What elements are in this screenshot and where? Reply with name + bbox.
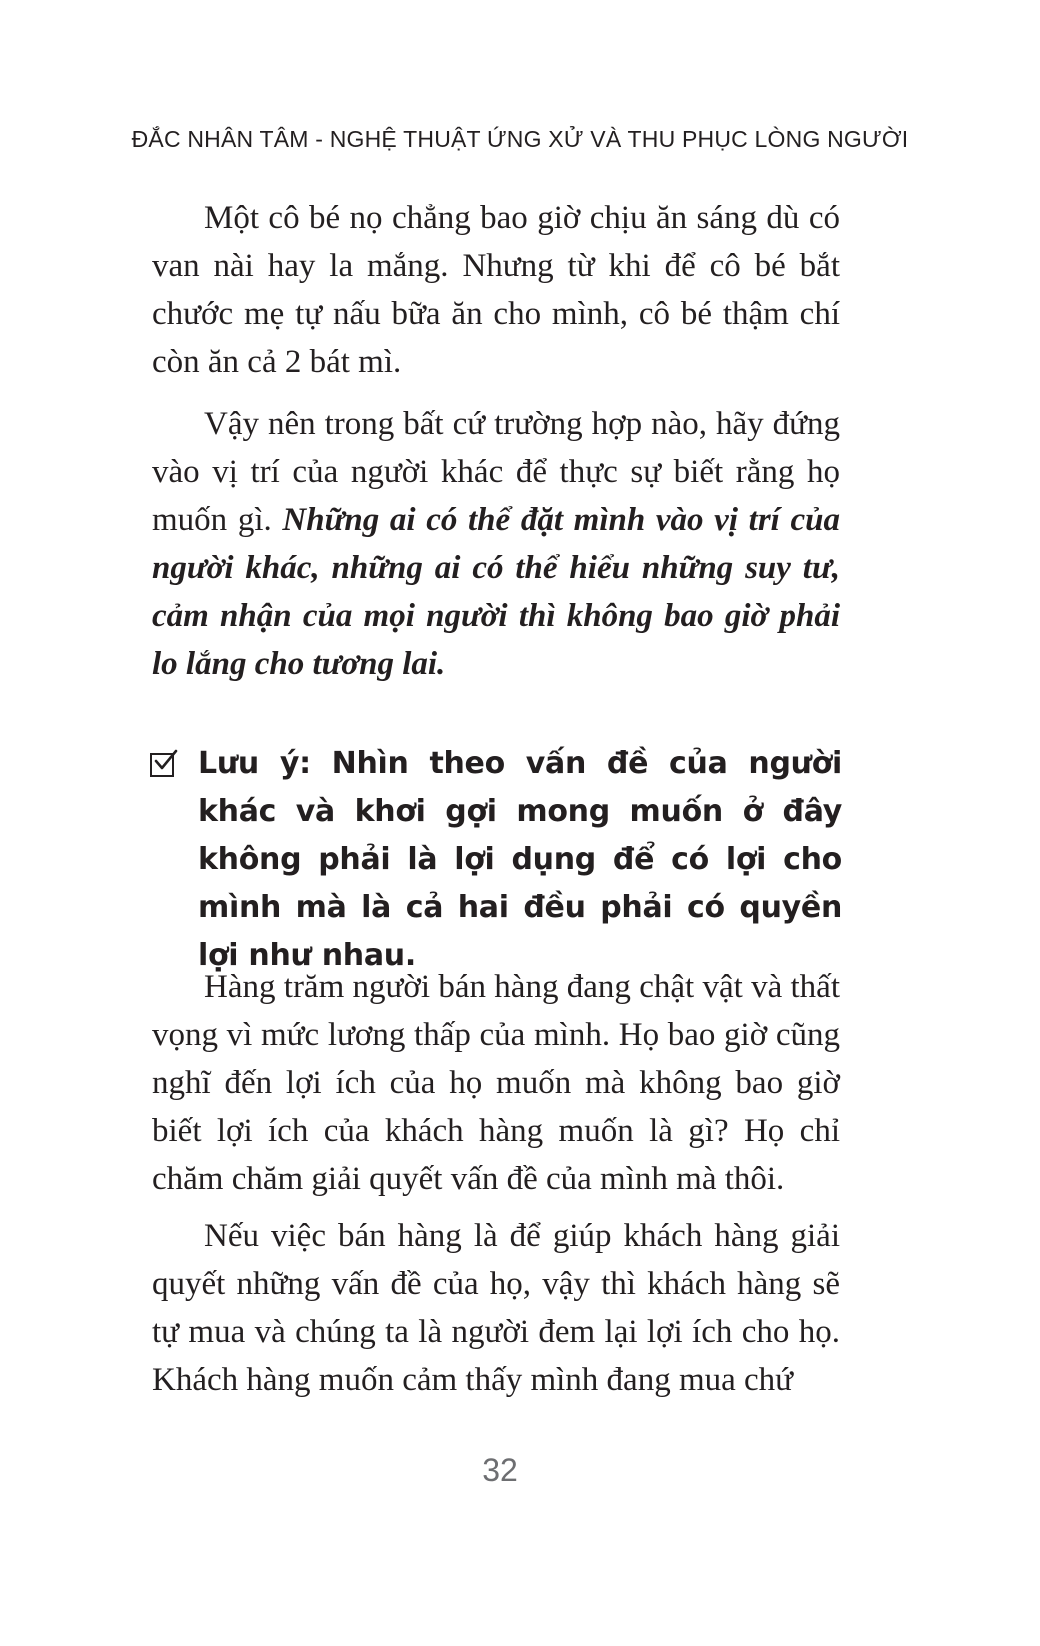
paragraph-salespeople: Hàng trăm người bán hàng đang chật vật và thất vọng vì mức lương thấp của mình. Họ bao giờ cũng nghĩ đến lợi ích của họ muốn mà không bao giờ biết lợi ích của khách hàng muốn là gì? Họ chỉ chăm chăm giải quyết vấn đề của mình mà thôi. [152, 969, 840, 1197]
note-text: Lưu ý: Nhìn theo vấn đề của người khác và khơi gợi mong muốn ở đây không phải là lợi dụng để có lợi cho mình mà là cả hai đều phải có quyền lợi như nhau. [198, 746, 842, 973]
page-number: 32 [482, 1452, 518, 1488]
note-box [150, 740, 842, 980]
paragraph-empathy [152, 400, 840, 688]
checkbox-checked-icon [150, 753, 174, 777]
paragraph-empathy-plain: Vậy nên trong bất cứ trường hợp nào, hãy đứng vào vị trí của người khác để thực sự biết rằng họ muốn gì. [152, 406, 840, 538]
running-header: ĐẮC NHÂN TÂM - NGHỆ THUẬT ỨNG XỬ VÀ THU PHỤC LÒNG NGƯỜI [131, 126, 909, 152]
paragraph-selling: Nếu việc bán hàng là để giúp khách hàng giải quyết những vấn đề của họ, vậy thì khách hàng sẽ tự mua và chúng ta là người đem lại lợi ích cho họ. Khách hàng muốn cảm thấy mình đang mua chứ [152, 1218, 840, 1398]
paragraph-empathy-emphasis: Những ai có thể đặt mình vào vị trí của người khác, những ai có thể hiểu những suy tư, cảm nhận của mọi người thì không bao giờ phải lo lắng cho tương lai. [152, 502, 840, 682]
paragraph-breakfast-story: Một cô bé nọ chẳng bao giờ chịu ăn sáng dù có van nài hay la mắng. Nhưng từ khi để cô bé bắt chước mẹ tự nấu bữa ăn cho mình, cô bé thậm chí còn ăn cả 2 bát mì. [152, 200, 840, 380]
